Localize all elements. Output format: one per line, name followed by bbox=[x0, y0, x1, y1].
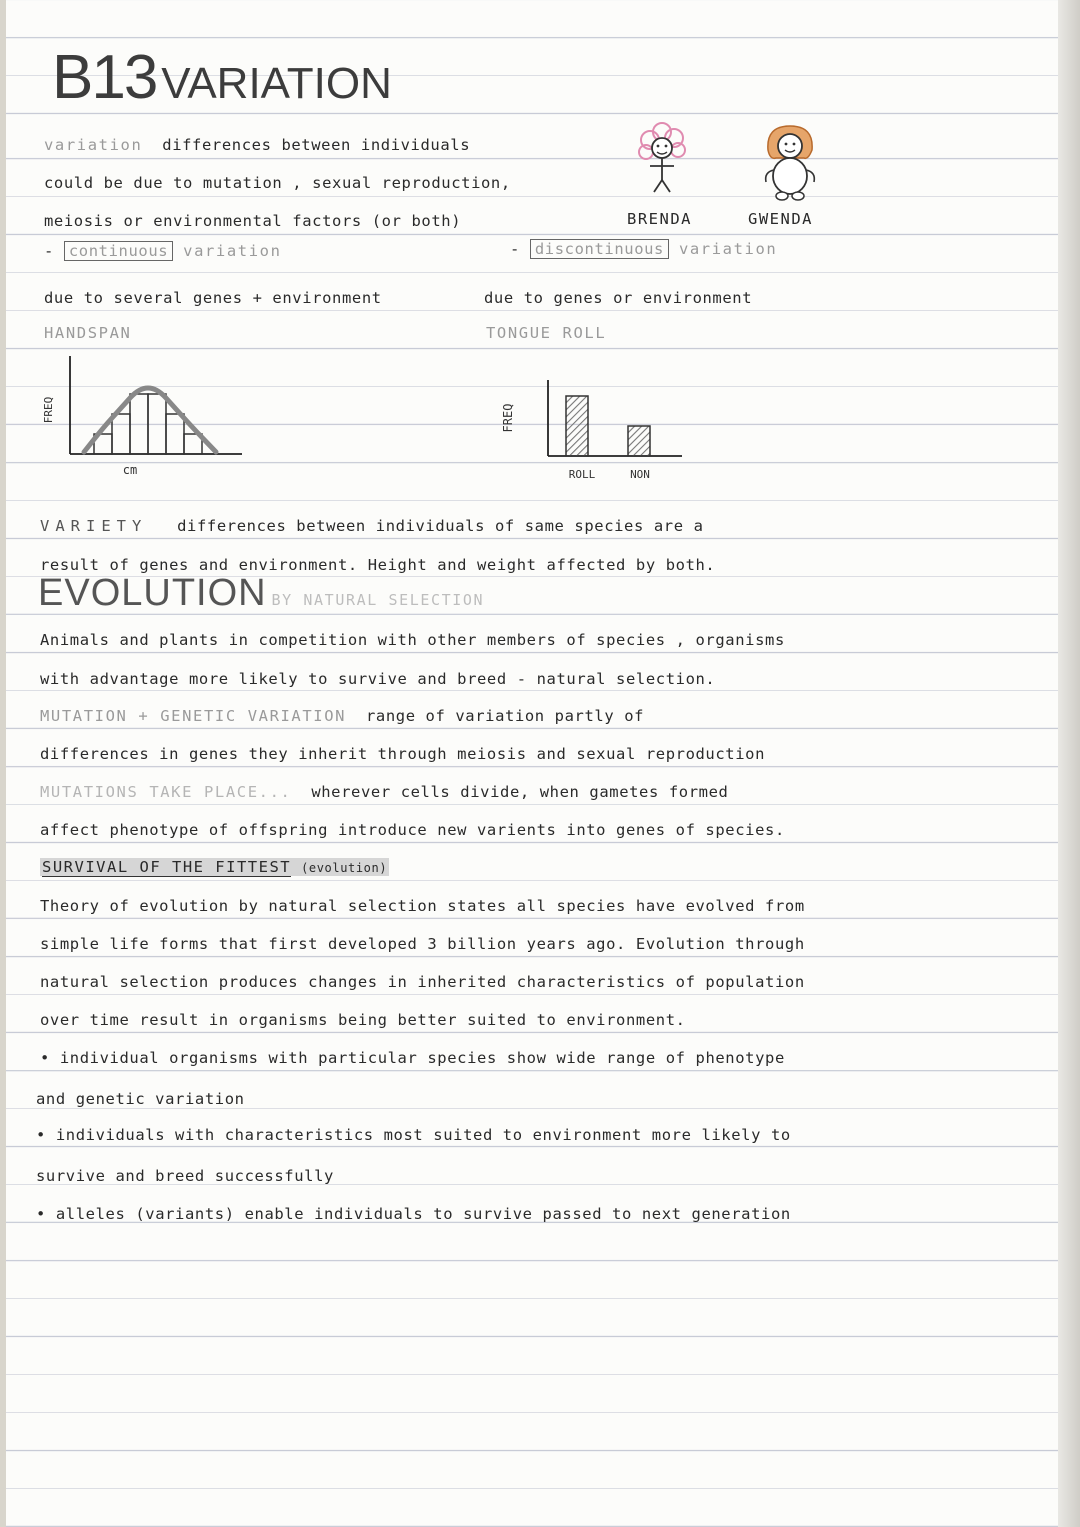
variety-term: VARIETY bbox=[40, 517, 148, 535]
evolution-subtitle: BY NATURAL SELECTION bbox=[271, 591, 485, 609]
survival-line-4: over time result in organisms being better suited to environment. bbox=[40, 1011, 686, 1029]
chart2-cat-non: NON bbox=[630, 468, 650, 481]
brenda-figure bbox=[620, 122, 710, 202]
discontinuous-box: discontinuous bbox=[530, 239, 669, 259]
handspan-chart bbox=[30, 350, 260, 480]
intro-line-2: could be due to mutation , sexual reproduction, bbox=[44, 174, 511, 192]
continuous-heading bbox=[44, 242, 282, 260]
evolution-line-3 bbox=[40, 707, 644, 725]
page-right-edge bbox=[1058, 0, 1080, 1527]
bullet-icon: • bbox=[36, 1126, 46, 1144]
survival-heading bbox=[40, 858, 389, 876]
term-variation: variation bbox=[44, 136, 143, 154]
chart2-ylabel: FREQ bbox=[501, 403, 515, 433]
tongue-roll-chart bbox=[490, 372, 700, 484]
gwenda-figure bbox=[746, 120, 836, 204]
chart2-bar-roll bbox=[566, 396, 588, 456]
chart1-bar-2 bbox=[112, 414, 130, 454]
brenda-label: BRENDA bbox=[627, 210, 692, 228]
survival-line-1: Theory of evolution by natural selection states all species have evolved from bbox=[40, 897, 805, 915]
chart1-bar-4 bbox=[148, 394, 166, 454]
evolution-line-4: differences in genes they inherit through meiosis and sexual reproduction bbox=[40, 745, 766, 763]
survival-line-3: natural selection produces changes in inherited characteristics of population bbox=[40, 973, 805, 991]
mutations-heading: MUTATIONS TAKE PLACE... bbox=[40, 783, 292, 801]
survival-title: SURVIVAL OF THE FITTEST bbox=[42, 858, 292, 876]
chart1-distribution-curve bbox=[84, 388, 216, 452]
bullet-1-text: individual organisms with particular species show wide range of phenotype bbox=[59, 1049, 785, 1067]
survival-bullet-1 bbox=[40, 1049, 785, 1067]
continuous-example: HANDSPAN bbox=[44, 324, 132, 342]
mutation-text: range of variation partly of bbox=[365, 707, 645, 725]
discontinuous-example: TONGUE ROLL bbox=[486, 324, 607, 342]
survival-bullet-1-cont: and genetic variation bbox=[36, 1090, 245, 1108]
evolution-line-6: affect phenotype of offspring introduce new varients into genes of species. bbox=[40, 821, 785, 839]
discontinuous-cause: due to genes or environment bbox=[484, 289, 753, 307]
variety-line-2: result of genes and environment. Height and weight affected by both. bbox=[40, 556, 716, 574]
mutation-heading: MUTATION + GENETIC VARIATION bbox=[40, 707, 347, 725]
page-title bbox=[52, 42, 392, 113]
continuous-dash: - bbox=[44, 242, 54, 260]
evolution-heading bbox=[38, 572, 484, 615]
survival-line-2: simple life forms that first developed 3 billion years ago. Evolution through bbox=[40, 935, 805, 953]
evolution-line-1: Animals and plants in competition with other members of species , organisms bbox=[40, 631, 785, 649]
chart1-bar-3 bbox=[130, 394, 148, 454]
survival-note: (evolution) bbox=[301, 861, 388, 875]
continuous-cause: due to several genes + environment bbox=[44, 289, 382, 307]
bullet-icon: • bbox=[36, 1205, 46, 1223]
evolution-line-2: with advantage more likely to survive and breed - natural selection. bbox=[40, 670, 716, 688]
chart2-cat-roll: ROLL bbox=[568, 468, 596, 481]
survival-bullet-2 bbox=[36, 1126, 791, 1144]
intro-line-3: meiosis or environmental factors (or both) bbox=[44, 212, 462, 230]
evolution-title: EVOLUTION bbox=[38, 572, 267, 614]
survival-bullet-3 bbox=[36, 1205, 791, 1223]
gwenda-label: GWENDA bbox=[748, 210, 813, 228]
chart2-bar-non bbox=[628, 426, 650, 456]
evolution-line-5 bbox=[40, 783, 728, 801]
bullet-3-text: alleles (variants) enable individuals to survive passed to next generation bbox=[55, 1205, 791, 1223]
discontinuous-dash: - bbox=[510, 240, 520, 258]
discontinuous-label: variation bbox=[678, 240, 778, 258]
title-code: B13 bbox=[52, 43, 157, 112]
page-left-edge bbox=[0, 0, 6, 1527]
bullet-2-text: individuals with characteristics most suited to environment more likely to bbox=[55, 1126, 791, 1144]
bullet-icon: • bbox=[40, 1049, 50, 1067]
chart1-xlabel: cm bbox=[122, 463, 138, 477]
title-main: VARIATION bbox=[161, 59, 392, 108]
chart1-bar-5 bbox=[166, 414, 184, 454]
variation-definition: differences between individuals bbox=[162, 136, 471, 154]
mutations-text: wherever cells divide, when gametes formed bbox=[311, 783, 729, 801]
discontinuous-heading bbox=[510, 240, 777, 258]
continuous-label: variation bbox=[183, 242, 282, 260]
variety-def: differences between individuals of same species are a bbox=[177, 517, 704, 535]
continuous-box: continuous bbox=[64, 241, 173, 261]
intro-line-1 bbox=[44, 136, 470, 154]
survival-bullet-2-cont: survive and breed successfully bbox=[36, 1167, 334, 1185]
variety-line-1 bbox=[40, 517, 704, 535]
chart1-ylabel: FREQ bbox=[42, 396, 55, 424]
